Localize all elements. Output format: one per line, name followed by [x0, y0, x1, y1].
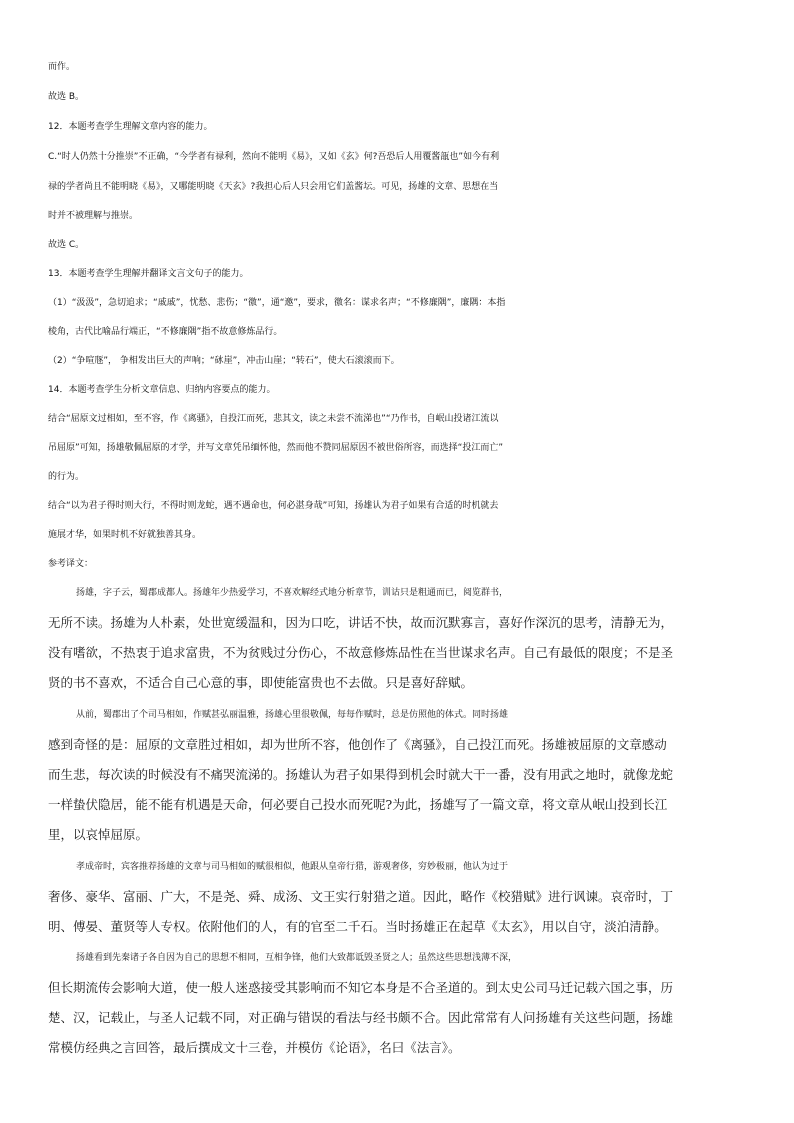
- translation-line: 从前，蜀郡出了个司马相如，作赋甚弘丽温雅，扬雄心里很敬佩，每每作赋时，总是仿照他的体式。同时扬雄: [76, 710, 509, 720]
- translation-line: 孝成帝时，宾客推荐扬雄的文章与司马相如的赋很相似，他跟从皇帝行猎，游观奢侈，穷妙极丽，他认为过于: [76, 862, 509, 872]
- answer-line: 故选 C。: [48, 240, 85, 250]
- answer-line: 禄的学者尚且不能明晓《易》，又哪能明晓《天玄》?我担心后人只会用它们盖酱坛。可见，扬雄的文章、思想在当: [48, 182, 499, 192]
- translation-line: 楚、汉，记载止，与圣人记载不同，对正确与错误的看法与经书颇不合。因此常常有人问扬雄有关这些问题，扬雄: [48, 1010, 674, 1025]
- translation-line: 常模仿经典之言回答，最后撰成文十三卷，并模仿《论语》，名曰《法言》。: [48, 1040, 461, 1055]
- translation-line: 感到奇怪的是：屈原的文章胜过相如，却为世所不容，他创作了《离骚》，自己投江而死。扬雄被屈原的文章感动: [48, 737, 667, 752]
- answer-line: 结合“屈原文过相如，至不容，作《离骚》，自投江而死，悲其文，读之未尝不流涕也”“乃作书，自岷山投诸江流以: [48, 414, 499, 424]
- question-12-heading: 12．本题考查学生理解文章内容的能力。: [48, 122, 213, 132]
- answer-line: 施展才华，如果时机不好就独善其身。: [48, 530, 202, 540]
- answer-line: 时并不被理解与推崇。: [48, 211, 139, 221]
- translation-line: 里，以哀悼屈原。: [48, 827, 149, 842]
- answer-line: 的行为。: [48, 472, 85, 482]
- translation-line: 无所不读。扬雄为人朴素，处世宽缓温和，因为口吃，讲话不快，故而沉默寡言，喜好作深沉的思考，清静无为，: [48, 615, 674, 630]
- question-14-heading: 14．本题考查学生分析文章信息、归纳内容要点的能力。: [48, 385, 276, 395]
- answer-line: C.“时人仍然十分推崇”不正确，“今学者有禄利，然向不能明《易》，又如《玄》何?吾恐后人用覆酱瓿也”如今有利: [48, 152, 500, 162]
- answer-line: （2）“争喧豗”， 争相发出巨大的声响；“砯崖”，冲击山崖；“转石”，使大石滚滚而下。: [48, 356, 400, 366]
- translation-line: 贤的书不喜欢，不适合自己心意的事，即使能富贵也不去做。只是喜好辞赋。: [48, 675, 474, 690]
- answer-line: 结合“以为君子得时则大行，不得时则龙蛇，遇不遇命也，何必湛身哉”可知，扬雄认为君子如果有合适的时机就去: [48, 501, 499, 511]
- translation-line: 奢侈、豪华、富丽、广大，不是尧、舜、成汤、文王实行射猎之道。因此，略作《校猎赋》进行讽谏。哀帝时，丁: [48, 889, 674, 904]
- answer-line: 故选 B。: [48, 92, 85, 102]
- answer-line: 吊屈原”可知，扬雄敬佩屈原的才学，并写文章凭吊缅怀他，然而他不赞同屈原因不被世俗所容，而选择“投江而亡”: [48, 443, 503, 453]
- answer-line: 而作。: [48, 62, 76, 72]
- translation-line: 没有嗜欲，不热衷于追求富贵，不为贫贱过分伤心，不故意修炼品性在当世谋求名声。自己有最低的限度；不是圣: [48, 645, 674, 660]
- reference-translation-heading: 参考译文：: [48, 559, 94, 569]
- translation-line: 扬雄，字子云，蜀郡成都人。扬雄年少热爱学习，不喜欢解经式地分析章节，训诂只是粗通而已，阅览群书，: [76, 588, 509, 598]
- answer-line: 棱角，古代比喻品行端正，“不修廉隅”指不故意修炼品行。: [48, 327, 283, 337]
- translation-line: 一样蛰伏隐居，能不能有机遇是天命，何必要自己投水而死呢?为此，扬雄写了一篇文章，将文章从岷山投到长江: [48, 797, 668, 812]
- translation-line: 而生悲，每次读的时候没有不痛哭流涕的。扬雄认为君子如果得到机会时就大干一番，没有用武之地时，就像龙蛇: [48, 767, 674, 782]
- question-13-heading: 13．本题考查学生理解并翻译文言文句子的能力。: [48, 269, 249, 279]
- answer-line: （1）“汲汲”，急切追求；“戚戚”，忧愁、悲伤；“徼”，通“邀”，要求，徼名：谋求名声；“不修廉隅”，廉隅：本指: [48, 298, 506, 308]
- translation-line: 但长期流传会影响大道，使一般人迷惑接受其影响而不知它本身是不合圣道的。到太史公司马迁记载六国之事，历: [48, 980, 674, 995]
- translation-line: 明、傅晏、董贤等人专权。依附他们的人，有的官至二千石。当时扬雄正在起草《太玄》，用以自守，淡泊清静。: [48, 919, 667, 934]
- translation-line: 扬雄看到先秦诸子各自因为自己的思想不相同，互相争锋，他们大致都诋毁圣贤之人；虽然这些思想浅薄不深，: [76, 953, 518, 963]
